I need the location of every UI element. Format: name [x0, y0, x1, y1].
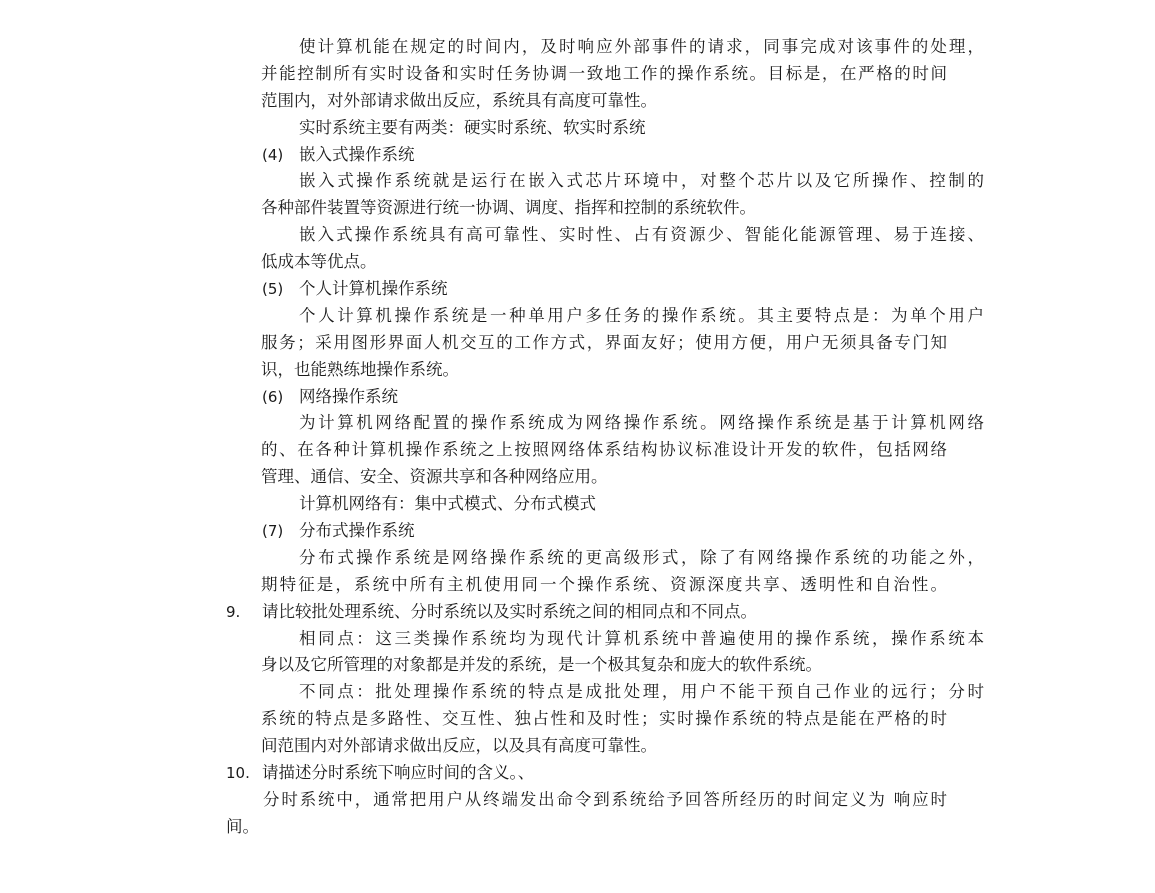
- paragraph-line: 期特征是，系统中所有主机使用同一个操作系统、资源深度共享、透明性和自治性。: [261, 574, 947, 594]
- paragraph-line: 身以及它所管理的对象都是并发的系统，是一个极其复杂和庞大的软件系统。: [261, 655, 822, 675]
- heading-text: 分布式操作系统: [299, 521, 415, 541]
- paragraph-line: 各种部件装置等资源进行统一协调、调度、指挥和控制的系统软件。: [261, 198, 756, 218]
- paragraph-line: 服务；采用图形界面人机交互的工作方式，界面友好；使用方便，用户无须具备专门知: [261, 332, 947, 352]
- paragraph-line: 嵌入式操作系统具有高可靠性、实时性、占有资源少、智能化能源管理、易于连接、: [299, 225, 984, 245]
- heading-text: 个人计算机操作系统: [299, 279, 448, 299]
- paragraph-line: 范围内，对外部请求做出反应，系统具有高度可靠性。: [261, 90, 657, 110]
- paragraph-line: 低成本等优点。: [261, 252, 377, 272]
- paragraph-line: 分时系统中，通常把用户从终端发出命令到系统给予回答所经历的时间定义为 响应时: [263, 789, 947, 809]
- paragraph-line: 不同点：批处理操作系统的特点是成批处理，用户不能干预自己作业的远行；分时: [299, 682, 984, 702]
- list-number: (6): [262, 387, 284, 406]
- question-9: [0, 599, 1155, 626]
- list-number: (4): [262, 145, 284, 164]
- subsection-heading-6: [0, 384, 1155, 411]
- question-number: 9.: [226, 602, 241, 621]
- question-number: 10.: [226, 764, 250, 783]
- paragraph-line: 的、在各种计算机操作系统之上按照网络体系结构协议标准设计开发的软件，包括网络: [261, 440, 947, 460]
- paragraph-line: 实时系统主要有两类：硬实时系统、软实时系统: [299, 117, 646, 137]
- paragraph-line: 嵌入式操作系统就是运行在嵌入式芯片环境中，对整个芯片以及它所操作、控制的: [299, 171, 984, 191]
- paragraph-line: 计算机网络有：集中式模式、分布式模式: [299, 494, 596, 514]
- paragraph-line: 个人计算机操作系统是一种单用户多任务的操作系统。其主要特点是：为单个用户: [299, 305, 984, 325]
- paragraph-line: 间。: [226, 816, 259, 836]
- list-number: (7): [262, 522, 284, 541]
- paragraph-line: 系统的特点是多路性、交互性、独占性和及时性；实时操作系统的特点是能在严格的时: [261, 709, 947, 729]
- heading-text: 网络操作系统: [299, 386, 398, 406]
- subsection-heading-5: [0, 276, 1155, 303]
- paragraph-line: 并能控制所有实时设备和实时任务协调一致地工作的操作系统。目标是，在严格的时间: [261, 63, 947, 83]
- paragraph-line: 分布式操作系统是网络操作系统的更高级形式，除了有网络操作系统的功能之外，: [299, 547, 984, 567]
- question-10: [0, 760, 1155, 787]
- paragraph-line: 为计算机网络配置的操作系统成为网络操作系统。网络操作系统是基于计算机网络: [299, 413, 984, 433]
- paragraph-line: 使计算机能在规定的时间内，及时响应外部事件的请求，同事完成对该事件的处理，: [299, 37, 984, 56]
- paragraph-line: 间范围内对外部请求做出反应，以及具有高度可靠性。: [261, 736, 657, 756]
- list-number: (5): [262, 280, 284, 299]
- subsection-heading-4: [0, 142, 1155, 169]
- heading-text: 嵌入式操作系统: [299, 144, 415, 164]
- question-text: 请比较批处理系统、分时系统以及实时系统之间的相同点和不同点。: [262, 601, 757, 621]
- paragraph-line: 相同点：这三类操作系统均为现代计算机系统中普遍使用的操作系统，操作系统本: [299, 628, 984, 648]
- paragraph-line: 识，也能熟练地操作系统。: [261, 359, 459, 379]
- subsection-heading-7: [0, 518, 1155, 545]
- paragraph-line: 管理、通信、安全、资源共享和各种网络应用。: [261, 467, 608, 487]
- question-text: 请描述分时系统下响应时间的含义。、: [262, 763, 535, 783]
- document-page: [0, 34, 1155, 841]
